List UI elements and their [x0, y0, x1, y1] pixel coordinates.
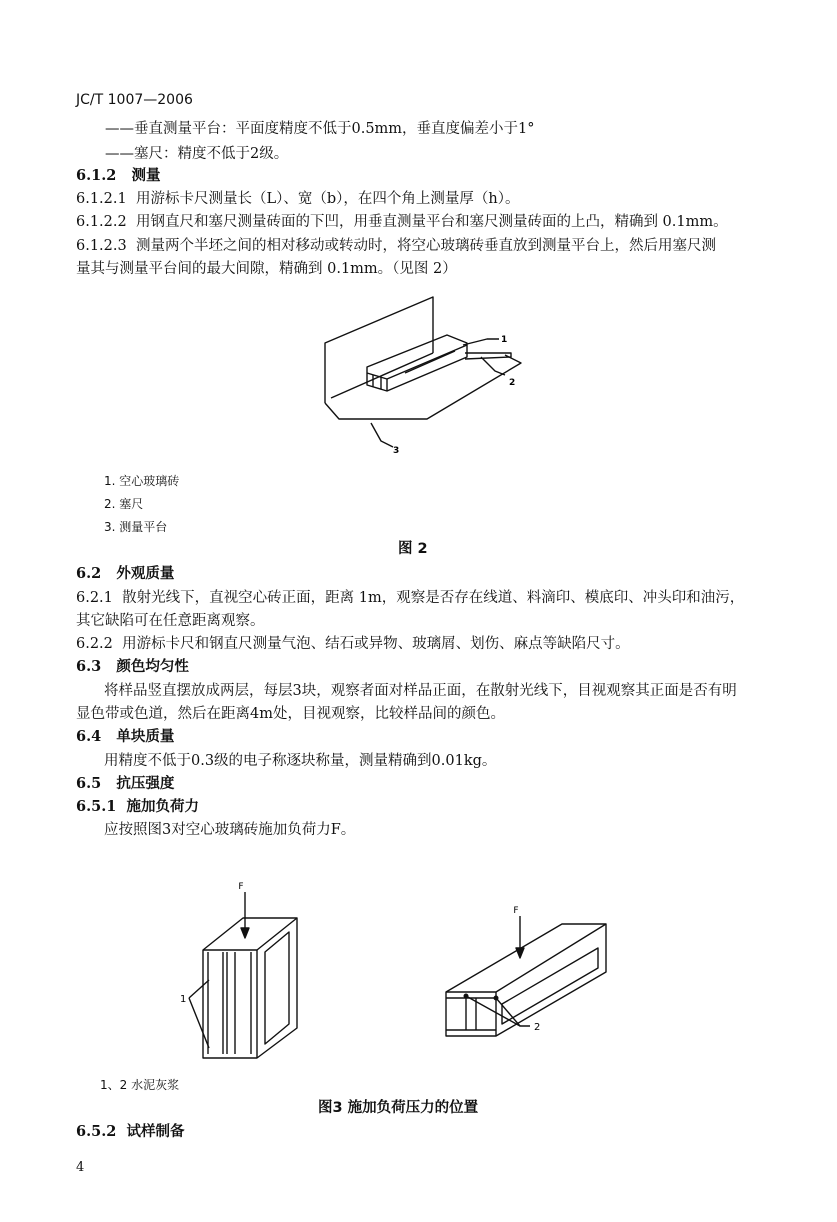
clause-number: 6.1.2.1	[76, 191, 127, 207]
section-title: 抗压强度	[116, 775, 175, 792]
figure-2-caption: 图 2	[398, 541, 428, 557]
figure-3-right-force-label: F	[513, 906, 519, 916]
platform-vertical-face	[325, 297, 433, 403]
section-6-4-heading	[76, 727, 174, 747]
clause-number: 6.1.2.3	[76, 238, 127, 254]
section-number: 6.5	[76, 775, 102, 792]
clause-6-2-1-cont: 其它缺陷可在任意距离观察。	[76, 613, 265, 629]
clause-6-1-2-3-cont: 量其与测量平台间的最大间隙，精确到 0.1mm。（见图 2）	[76, 261, 457, 277]
document-code: JC/T 1007—2006	[76, 92, 193, 108]
figure-3-callout-2: 2	[534, 1022, 541, 1033]
figure-2-callout-2: 2	[509, 378, 516, 388]
section-6-5-1-text: 应按照图3对空心玻璃砖施加负荷力F。	[104, 822, 356, 838]
section-number: 6.1.2	[76, 167, 117, 184]
section-number: 6.3	[76, 658, 102, 675]
figure-2-legend-1: 1. 空心玻璃砖	[104, 474, 180, 488]
page-number: 4	[76, 1160, 85, 1175]
section-6-1-2-heading	[76, 166, 161, 186]
clause-6-1-2-2	[76, 212, 728, 232]
section-6-4-text: 用精度不低于0.3级的电子称逐块称量，测量精确到0.01kg。	[104, 753, 497, 769]
section-title: 测量	[131, 167, 161, 184]
clause-text: 用游标卡尺测量长（L）、宽（b），在四个角上测量厚（h）。	[135, 191, 520, 207]
section-title: 单块质量	[116, 728, 175, 745]
clause-text: 用钢直尺和塞尺测量砖面的下凹，用垂直测量平台和塞尺测量砖面的上凸，精确到 0.1mm。	[135, 214, 728, 230]
section-title: 外观质量	[116, 565, 175, 582]
figure-3-caption: 图3 施加负荷压力的位置	[318, 1100, 479, 1116]
figure-3-left-drawing	[175, 878, 315, 1063]
clause-6-2-1	[76, 588, 744, 608]
section-number: 6.5.2	[76, 1123, 117, 1140]
clause-6-1-2-1	[76, 189, 519, 209]
figure-3-callout-1: 1	[180, 994, 187, 1005]
clause-number: 6.1.2.2	[76, 214, 127, 230]
figure-2-legend-3: 3. 测量平台	[104, 520, 168, 534]
platform-wall-edge	[331, 353, 433, 398]
clause-text: 用游标卡尺和钢直尺测量气泡、结石或异物、玻璃屑、划伤、麻点等缺陷尺寸。	[122, 636, 630, 652]
section-number: 6.4	[76, 728, 102, 745]
section-title: 试样制备	[126, 1123, 185, 1140]
section-6-3-heading	[76, 657, 189, 677]
section-6-3-text-cont: 显色带或色道，然后在距离4m处，目视观察，比较样品间的颜色。	[76, 706, 505, 722]
clause-text: 测量两个半坯之间的相对移动或转动时，将空心玻璃砖垂直放到测量平台上，然后用塞尺测	[135, 238, 716, 254]
section-number: 6.5.1	[76, 798, 117, 815]
section-title: 颜色均匀性	[116, 658, 189, 675]
figure-2-drawing	[315, 295, 545, 465]
figure-3-legend: 1、2 水泥灰浆	[100, 1078, 180, 1092]
figure-2-callout-1: 1	[501, 335, 508, 345]
figure-2-legend-2: 2. 塞尺	[104, 497, 144, 511]
clause-6-1-2-3	[76, 236, 716, 256]
intro-item-platform: ——垂直测量平台：平面度精度不低于0.5mm，垂直度偏差小于1°	[105, 121, 535, 137]
section-6-2-heading	[76, 564, 174, 584]
upright-glass-brick	[203, 918, 297, 1058]
clause-text: 散射光线下，直视空心砖正面，距离 1m，观察是否存在线道、料滴印、模底印、冲头印和油污，	[122, 590, 745, 606]
section-6-3-text: 将样品竖直摆放成两层，每层3块，观察者面对样品正面，在散射光线下，目视观察其正面是否有明	[104, 683, 737, 699]
section-6-5-1-heading	[76, 797, 199, 817]
section-6-5-heading	[76, 774, 174, 794]
clause-number: 6.2.2	[76, 636, 113, 652]
section-title: 施加负荷力	[126, 798, 199, 815]
section-6-5-2-heading	[76, 1122, 184, 1142]
intro-item-feeler: ——塞尺：精度不低于2级。	[105, 146, 289, 162]
clause-number: 6.2.1	[76, 590, 113, 606]
figure-3-right-drawing	[440, 902, 615, 1042]
section-number: 6.2	[76, 565, 102, 582]
figure-3-left-force-label: F	[238, 882, 244, 892]
feeler-gauge	[465, 353, 511, 359]
hollow-glass-brick	[367, 335, 467, 391]
figure-2-callout-3: 3	[393, 446, 400, 456]
horizontal-glass-brick	[446, 924, 606, 1036]
clause-6-2-2	[76, 634, 630, 654]
